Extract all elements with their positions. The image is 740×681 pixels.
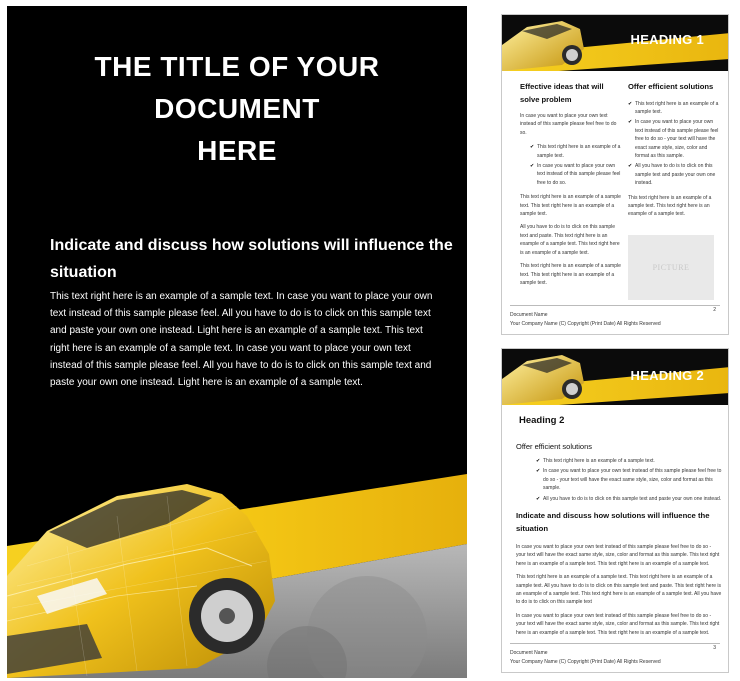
cover-title-line-1: THE TITLE OF YOUR bbox=[94, 51, 380, 82]
page-heading: Heading 2 bbox=[519, 415, 565, 426]
page-subheading: Offer efficient solutions bbox=[516, 442, 593, 451]
checkmark-icon: ✔ bbox=[536, 468, 541, 475]
cover-title bbox=[7, 46, 467, 172]
checkmark-icon: ✔ bbox=[628, 119, 633, 126]
page-footer bbox=[510, 643, 720, 666]
cover-page bbox=[7, 6, 467, 678]
body-paragraph: In case you want to place your own text instead of this sample please feel free to do so - your text will have the exact same style, size, color and format as this sample. This text right here is an example of a sample text. This text right here is an example of a sample text. bbox=[516, 544, 720, 567]
cover-body-text: This text right here is an example of a sample text. In case you want to place your own text instead of this sample please feel. All you have to do is to click on this sample text and paste your own one instead. Light here is an example of a sample text. This text right here is an example of a sample text. In case you want to place your own text instead of this sample please feel. All you have to do is to click on this sample text and paste your own one instead. Light here is an example of a sample text. bbox=[50, 291, 433, 389]
checklist-item: ✔ This text right here is an example of a sample text. bbox=[530, 144, 621, 159]
body-paragraph: In case you want to place your own text instead of this sample please feel free to do so - your text will have the exact same style, size, color and format as this sample. This text right here is an example of a sample text. This text right here is an example of a sample text. bbox=[516, 612, 720, 636]
page-heading-1 bbox=[501, 14, 729, 335]
right-checklist bbox=[628, 100, 720, 188]
checklist bbox=[536, 457, 722, 503]
left-checklist bbox=[530, 143, 622, 187]
cover-title-line-3: HERE bbox=[197, 135, 277, 166]
car-illustration bbox=[7, 436, 467, 678]
right-column-heading: Offer efficient solutions bbox=[628, 82, 714, 91]
left-paragraph: This text right here is an example of a sample text. This text right here is an example of a sample text. bbox=[520, 194, 621, 218]
page-number: 3 bbox=[713, 645, 716, 652]
footer-copyright: Your Company Name (C) Copyright (Print Date) All Rights Reserved bbox=[510, 320, 661, 327]
banner-heading: HEADING 1 bbox=[630, 32, 704, 47]
checklist-item: ✔ This text right here is an example of a sample text. bbox=[628, 100, 719, 115]
page-content bbox=[516, 415, 722, 642]
checkmark-icon: ✔ bbox=[536, 458, 541, 464]
left-paragraph: All you have to do is to click on this sample text and paste. This text right here is an example of a sample text. This text right here is an example of a sample text. bbox=[520, 224, 620, 256]
checkmark-icon: ✔ bbox=[628, 163, 633, 170]
page-number: 2 bbox=[713, 307, 716, 314]
left-column-heading: Effective ideas that will solve problem bbox=[520, 82, 604, 104]
checklist-item: ✔ This text right here is an example of a sample text. bbox=[536, 458, 655, 464]
left-intro: In case you want to place your own text instead of this sample please feel free to do so. bbox=[520, 113, 617, 136]
checklist-item: ✔ In case you want to place your own text instead of this sample please feel free to do so. bbox=[530, 163, 621, 186]
cover-title-line-2: DOCUMENT bbox=[154, 93, 320, 124]
checklist-item: ✔ In case you want to place your own text instead of this sample please feel free to do so - your text will have the exact same style, size, color and format as this sample. bbox=[628, 119, 719, 159]
picture-placeholder bbox=[628, 235, 714, 300]
banner-heading: HEADING 2 bbox=[630, 368, 704, 383]
page-footer bbox=[510, 305, 720, 328]
checkmark-icon: ✔ bbox=[530, 144, 535, 151]
right-column bbox=[628, 81, 720, 300]
page-heading-2 bbox=[501, 348, 729, 673]
cover-heading: Indicate and discuss how solutions will influence the situation bbox=[50, 237, 453, 281]
checkmark-icon: ✔ bbox=[530, 163, 535, 170]
footer-copyright: Your Company Name (C) Copyright (Print Date) All Rights Reserved bbox=[510, 658, 661, 665]
picture-label: PICTURE bbox=[652, 262, 690, 272]
body-paragraph: This text right here is an example of a sample text. This text right here is an example of a sample text. All you have to do is to click on this sample text and paste. This text right here is an example of a sample text. This text right here is an example of a sample text. All you have to do is to click on this sample text bbox=[516, 574, 722, 606]
left-paragraph: This text right here is an example of a sample text. This text right here is an example of a sample text. bbox=[520, 263, 621, 286]
checkmark-icon: ✔ bbox=[628, 100, 633, 107]
footer-document-name: Document Name bbox=[510, 312, 548, 319]
checklist-item: ✔ In case you want to place your own text instead of this sample please feel free to do so - your text will have the exact same style, size, color and format as this sample. bbox=[536, 468, 722, 492]
checklist-item: ✔ All you have to do is to click on this sample text and paste your own one instead. bbox=[536, 495, 722, 502]
left-column bbox=[520, 81, 622, 292]
right-paragraph: This text right here is an example of a sample text. This text right here is an example of a sample text. bbox=[628, 194, 712, 218]
checklist-item: ✔ All you have to do is to click on this sample text and paste your own one instead. bbox=[628, 163, 716, 187]
section-heading: Indicate and discuss how solutions will influence the situation bbox=[516, 511, 710, 534]
checkmark-icon: ✔ bbox=[536, 495, 541, 502]
footer-document-name: Document Name bbox=[510, 650, 548, 657]
